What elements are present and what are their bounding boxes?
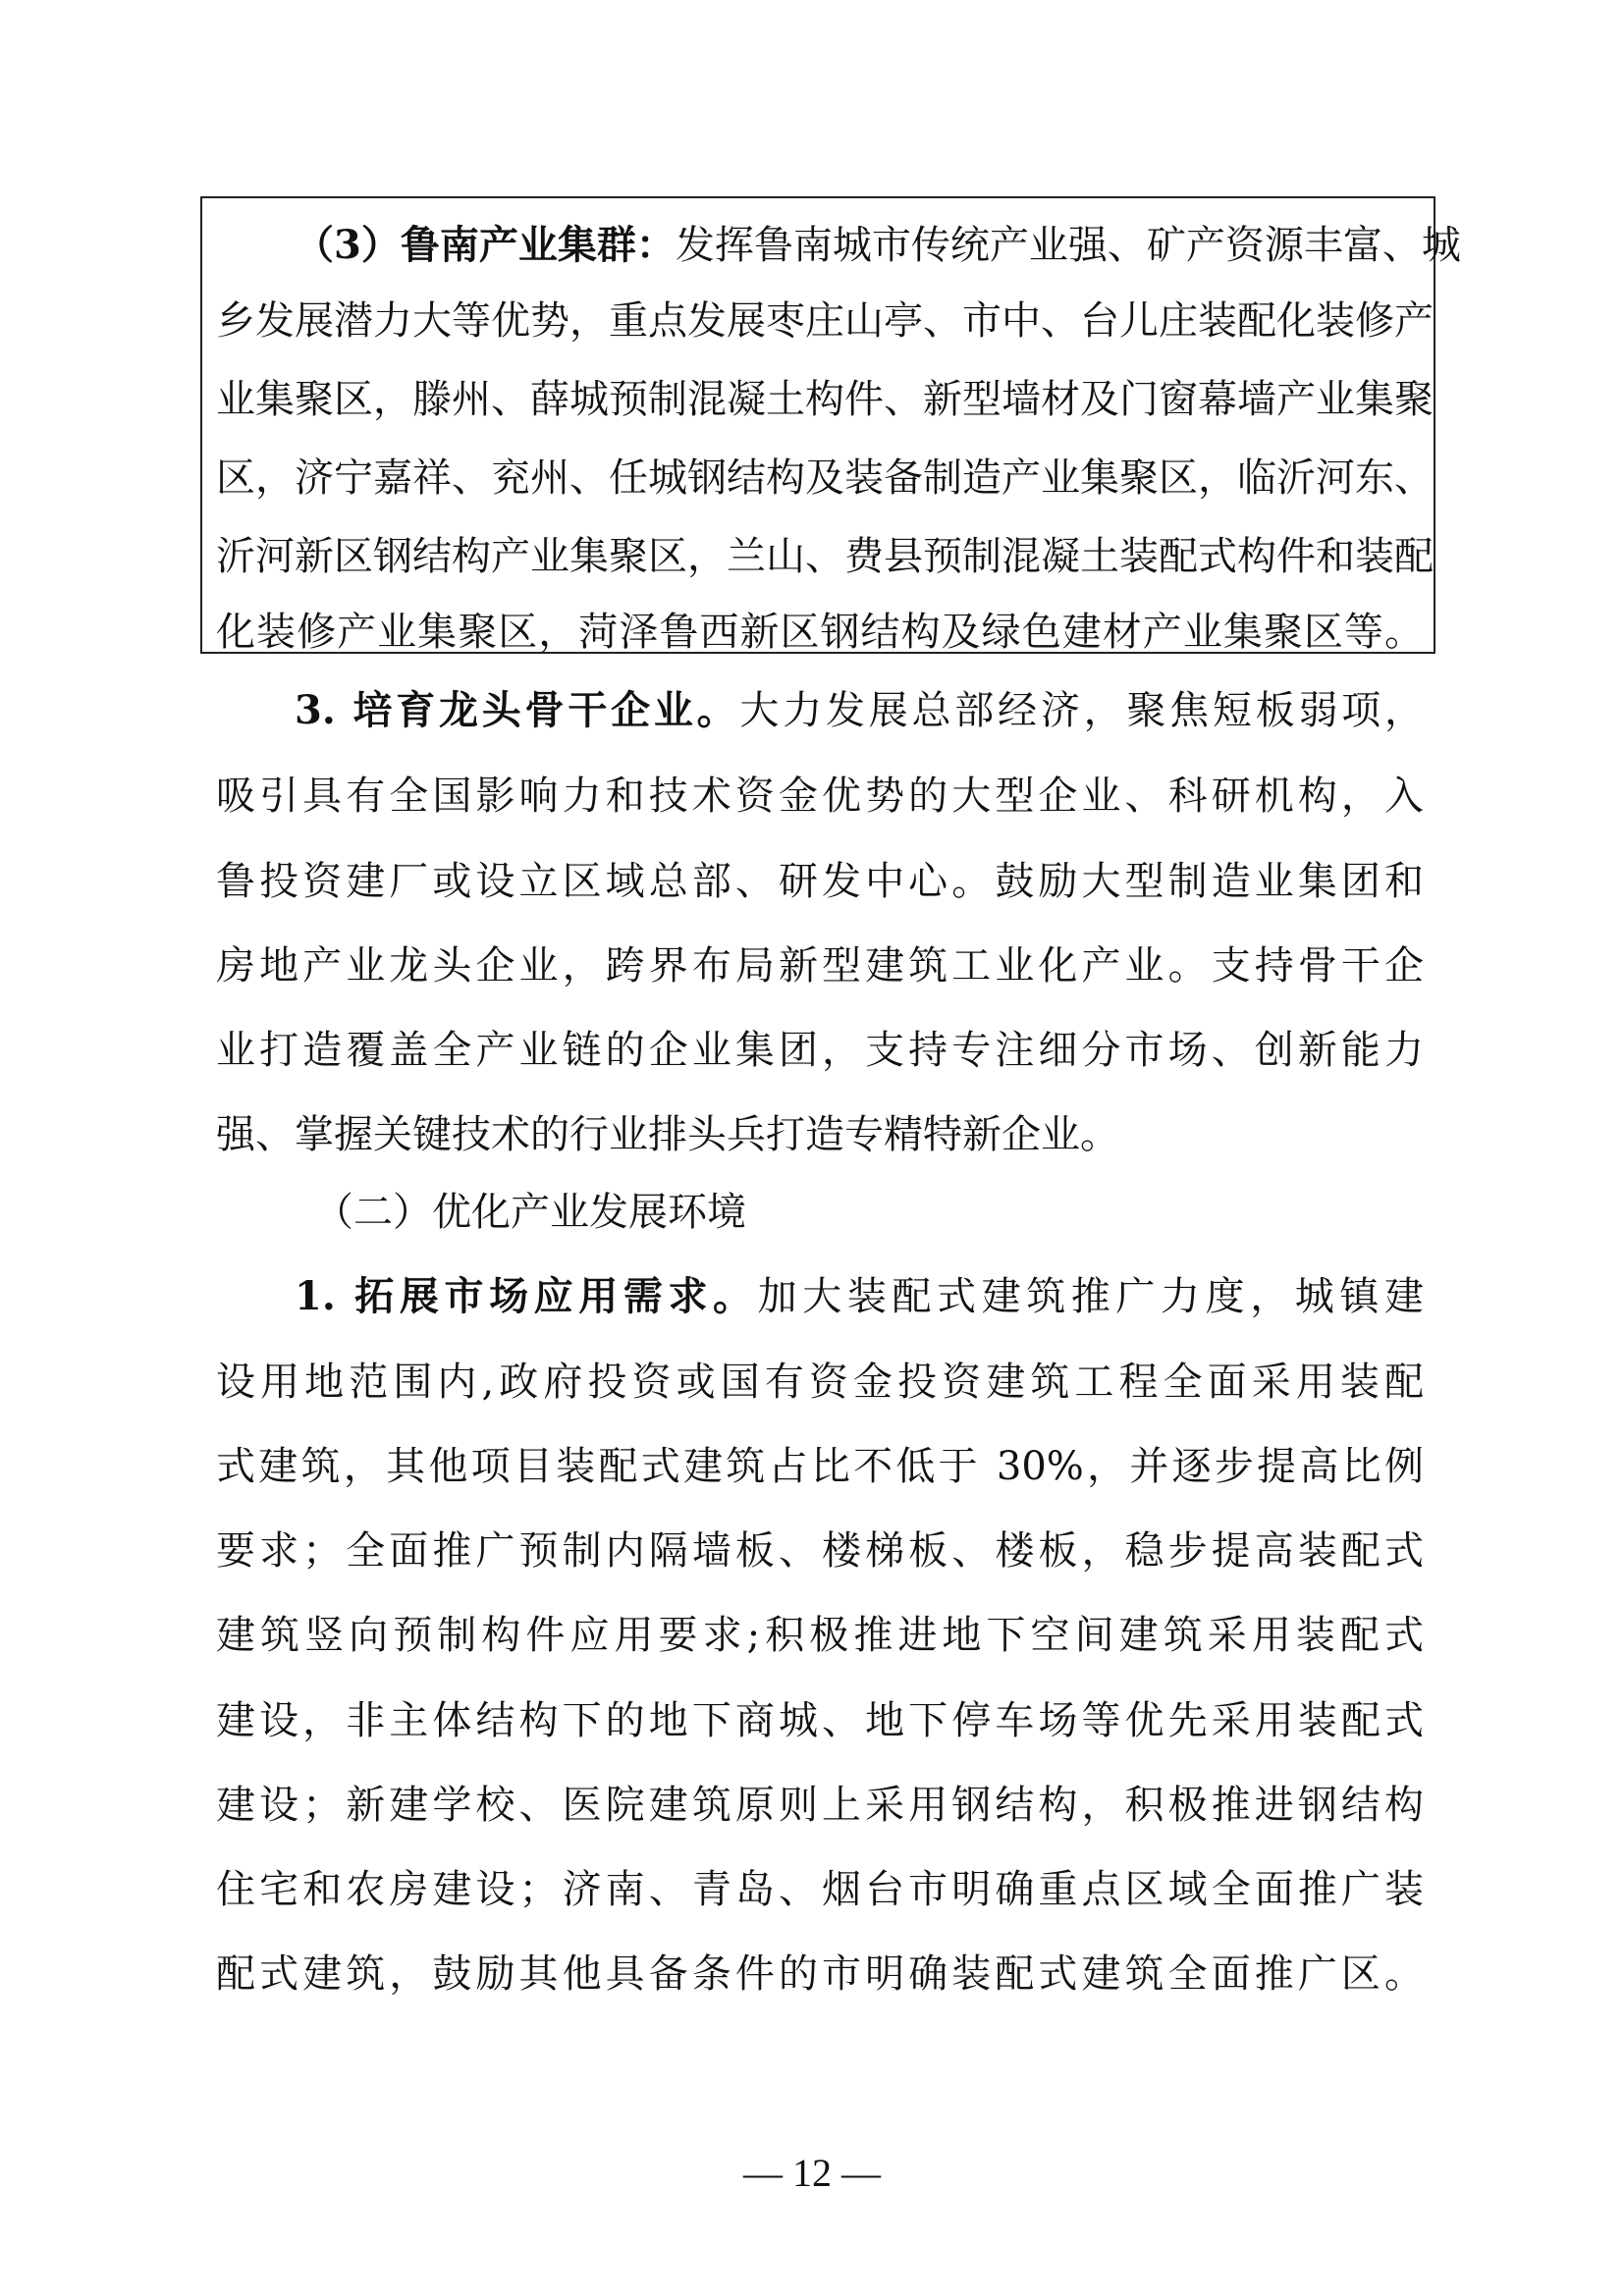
sec3-line-5: 业打造覆盖全产业链的企业集团，支持专注细分市场、创新能力	[216, 1028, 1424, 1073]
page-number: — 12 —	[743, 2151, 881, 2195]
box-line-4: 区，济宁嘉祥、兖州、任城钢结构及装备制造产业集聚区，临沂河东、	[216, 455, 1434, 501]
box-lead: （3）鲁南产业集群：	[295, 222, 676, 268]
box-line-1-text: 发挥鲁南城市传统产业强、矿产资源丰富、城	[675, 223, 1461, 268]
box-line-6: 化装修产业集聚区，菏泽鲁西新区钢结构及绿色建材产业集聚区等。	[216, 610, 1424, 655]
sec1-line-1-text: 加大装配式建筑推广力度，城镇建	[757, 1274, 1425, 1319]
box-line-5: 沂河新区钢结构产业集聚区，兰山、费县预制混凝土装配式构件和装配	[216, 534, 1434, 579]
sec3-line-6: 强、掌握关键技术的行业排头兵打造专精特新企业。	[216, 1112, 1119, 1157]
sec3-line-3: 鲁投资建厂或设立区域总部、研发中心。鼓励大型制造业集团和	[216, 859, 1424, 904]
sec1-line-3: 式建筑，其他项目装配式建筑占比不低于 30%，并逐步提高比例	[216, 1444, 1424, 1489]
section-heading: （二）优化产业发展环境	[314, 1190, 746, 1235]
sec3-line-1	[295, 687, 1424, 734]
sec1-line-7: 建设；新建学校、医院建筑原则上采用钢结构，积极推进钢结构	[216, 1783, 1424, 1828]
sec1-line-6: 建设，非主体结构下的地下商城、地下停车场等优先采用装配式	[216, 1698, 1424, 1743]
sec3-line-2: 吸引具有全国影响力和技术资金优势的大型企业、科研机构，入	[216, 774, 1424, 819]
sec1-lead: 1. 拓展市场应用需求。	[295, 1273, 758, 1319]
sec3-line-1-text: 大力发展总部经济，聚焦短板弱项，	[739, 688, 1425, 733]
sec3-line-4: 房地产业龙头企业，跨界布局新型建筑工业化产业。支持骨干企	[216, 943, 1424, 988]
box-line-3: 业集聚区，滕州、薛城预制混凝土构件、新型墙材及门窗幕墙产业集聚	[216, 377, 1434, 422]
box-line-2: 乡发展潜力大等优势，重点发展枣庄山亭、市中、台儿庄装配化装修产	[216, 298, 1434, 344]
sec1-line-2: 设用地范围内,政府投资或国有资金投资建筑工程全面采用装配	[216, 1360, 1424, 1405]
sec1-line-8: 住宅和农房建设；济南、青岛、烟台市明确重点区域全面推广装	[216, 1867, 1424, 1912]
sec1-line-9: 配式建筑，鼓励其他具备条件的市明确装配式建筑全面推广区。	[216, 1951, 1424, 1997]
sec1-line-5: 建筑竖向预制构件应用要求;积极推进地下空间建筑采用装配式	[216, 1613, 1424, 1658]
box-line-1	[295, 222, 1461, 269]
sec1-line-4: 要求；全面推广预制内隔墙板、楼梯板、楼板，稳步提高装配式	[216, 1528, 1424, 1574]
sec1-line-1	[295, 1273, 1424, 1320]
sec3-lead: 3. 培育龙头骨干企业。	[295, 687, 740, 733]
